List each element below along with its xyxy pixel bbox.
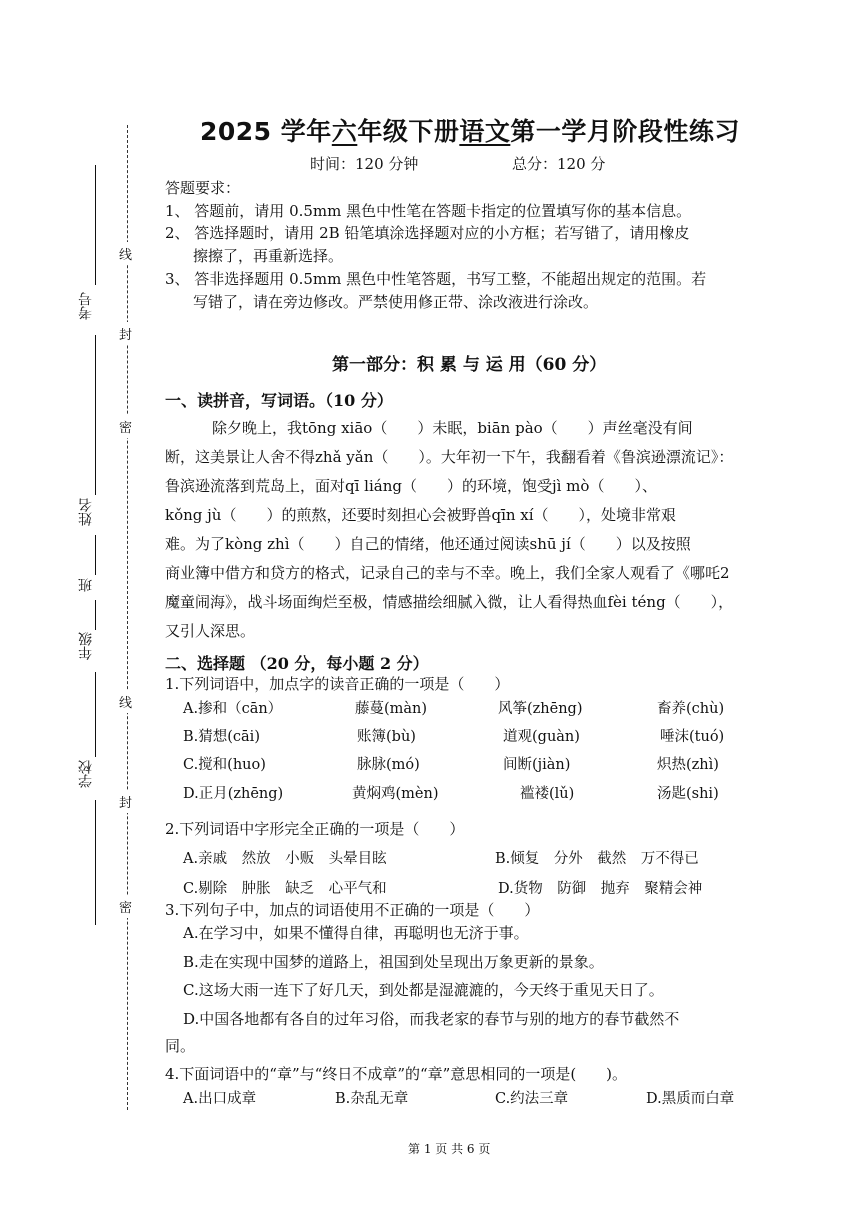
q1-option: 炽热(zhì) xyxy=(657,757,719,773)
part-title: 第一部分：积 累 与 运 用（60 分） xyxy=(332,355,607,375)
class-line xyxy=(95,535,96,575)
q4-option: C.约法三章 xyxy=(495,1091,569,1107)
requirement-item: 擦擦了，再重新选择。 xyxy=(193,247,344,265)
exam-time: 时间：120 分钟 xyxy=(310,155,419,173)
q2-option: A.亲戚 然放 小贩 头晕目眩 xyxy=(183,851,387,867)
name-label: 姓名 xyxy=(78,498,94,526)
seal-char: 封 xyxy=(119,322,132,345)
seal-char: 密 xyxy=(119,415,132,438)
q1-option: D.正月(zhēng) xyxy=(183,786,284,802)
requirement-item: 2、 答选择题时，请用 2B 铅笔填涂选择题对应的小方框；若写错了，请用橡皮 xyxy=(165,224,690,242)
passage-line: 断，这美景让人舍不得zhǎ yǎn（ ）。大年初一下午，我翻看着《鲁滨逊漂流记》： xyxy=(165,448,734,466)
seal-char: 线 xyxy=(119,690,132,713)
q1-option: 畜养(chù) xyxy=(657,701,725,717)
seal-char: 封 xyxy=(119,790,132,813)
q1-option: 账簿(bù) xyxy=(357,729,416,745)
exam-number-line xyxy=(95,165,96,285)
q1-option: 道观(guàn) xyxy=(503,729,580,745)
passage-line: kǒng jù（ ）的煎熬，还要时刻担心会被野兽qīn xí（ ），处境非常艰 xyxy=(165,506,677,524)
passage-line: 又引人深思。 xyxy=(165,622,256,640)
q4-option: D.黑质而白章 xyxy=(646,1091,735,1107)
grade-label: 年级 xyxy=(78,632,94,660)
question-stem: 3.下列句子中，加点的词语使用不正确的一项是（ ） xyxy=(165,901,540,919)
page-number: 第 1 页 共 6 页 xyxy=(408,1142,491,1156)
name-line xyxy=(95,335,96,495)
requirement-item: 写错了，请在旁边修改。严禁使用修正带、涂改液进行涂改。 xyxy=(193,293,599,311)
question-stem: 2.下列词语中字形完全正确的一项是（ ） xyxy=(165,820,465,838)
question-stem: 1.下列词语中，加点字的读音正确的一项是（ ） xyxy=(165,675,510,693)
q1-option: 唾沫(tuó) xyxy=(660,729,725,745)
q1-option: 藤蔓(màn) xyxy=(355,701,428,717)
section-heading: 一、读拼音，写词语。（10 分） xyxy=(165,391,393,410)
q2-option: B.倾复 分外 截然 万不得已 xyxy=(495,851,699,867)
grade-line xyxy=(95,600,96,630)
requirement-item: 3、 答非选择题用 0.5mm 黑色中性笔答题，书写工整，不能超出规定的范围。若 xyxy=(165,270,707,288)
q1-option: 汤匙(shi) xyxy=(657,786,719,802)
requirement-item: 1、 答题前，请用 0.5mm 黑色中性笔在答题卡指定的位置填写你的基本信息。 xyxy=(165,202,692,220)
q3-option: B.走在实现中国梦的道路上，祖国到处呈现出万象更新的景象。 xyxy=(183,953,604,971)
school-line-2 xyxy=(95,800,96,925)
q1-option: 黄焖鸡(mèn) xyxy=(352,786,439,802)
passage-line: 除夕晚上，我tōng xiāo（ ）未眠，biān pào（ ）声丝毫没有间 xyxy=(212,419,693,437)
school-line xyxy=(95,672,96,757)
seal-char: 密 xyxy=(119,895,132,918)
q3-option: A.在学习中，如果不懂得自律，再聪明也无济于事。 xyxy=(183,924,529,942)
q2-option: C.剔除 肿胀 缺乏 心平气和 xyxy=(183,881,387,897)
exam-score: 总分：120 分 xyxy=(512,155,606,173)
q3-option-cont: 同。 xyxy=(165,1037,196,1055)
q4-option: A.出口成章 xyxy=(183,1091,257,1107)
seal-char: 线 xyxy=(119,242,132,265)
seal-dashed-line xyxy=(127,125,128,1110)
passage-line: 难。为了kòng zhì（ ）自己的情绪，他还通过阅读shū jí（ ）以及按照 xyxy=(165,535,691,553)
section-heading: 二、选择题 （20 分，每小题 2 分） xyxy=(165,654,429,673)
q1-option: 褴褛(lǔ) xyxy=(520,786,575,802)
q2-option: D.货物 防御 抛弃 聚精会神 xyxy=(498,881,703,897)
exam-number-label: 考号 xyxy=(78,292,94,320)
q1-option: C.搅和(huo) xyxy=(183,757,266,773)
q3-option: C.这场大雨一连下了好几天，到处都是湿漉漉的，今天终于重见天日了。 xyxy=(183,981,664,999)
page-title: 2025 学年六年级下册语文第一学月阶段性练习 xyxy=(200,117,740,146)
q4-option: B.杂乱无章 xyxy=(335,1091,409,1107)
passage-line: 商业簿中借方和贷方的格式，记录自己的幸与不幸。晚上，我们全家人观看了《哪吒2 xyxy=(165,564,730,582)
school-label: 学校 xyxy=(78,760,94,788)
q1-option: B.猜想(cāi) xyxy=(183,729,260,745)
question-stem: 4.下面词语中的“章”与“终日不成章”的“章”意思相同的一项是( )。 xyxy=(165,1065,628,1083)
q1-option: A.掺和（cān） xyxy=(183,701,283,717)
q1-option: 脉脉(mó) xyxy=(357,757,420,773)
q3-option: D.中国各地都有各自的过年习俗，而我老家的春节与别的地方的春节截然不 xyxy=(183,1010,680,1028)
class-label: 班 xyxy=(78,578,94,592)
requirements-heading: 答题要求： xyxy=(165,179,241,197)
q1-option: 间断(jiàn) xyxy=(503,757,571,773)
passage-line: 鲁滨逊流落到荒岛上，面对qī liáng（ ）的环境，饱受jì mò（ ）、 xyxy=(165,477,657,495)
passage-line: 魔童闹海》，战斗场面绚烂至极，情感描绘细腻入微，让人看得热血fèi téng（ ）， xyxy=(165,593,734,611)
q1-option: 风筝(zhēng) xyxy=(498,701,583,717)
